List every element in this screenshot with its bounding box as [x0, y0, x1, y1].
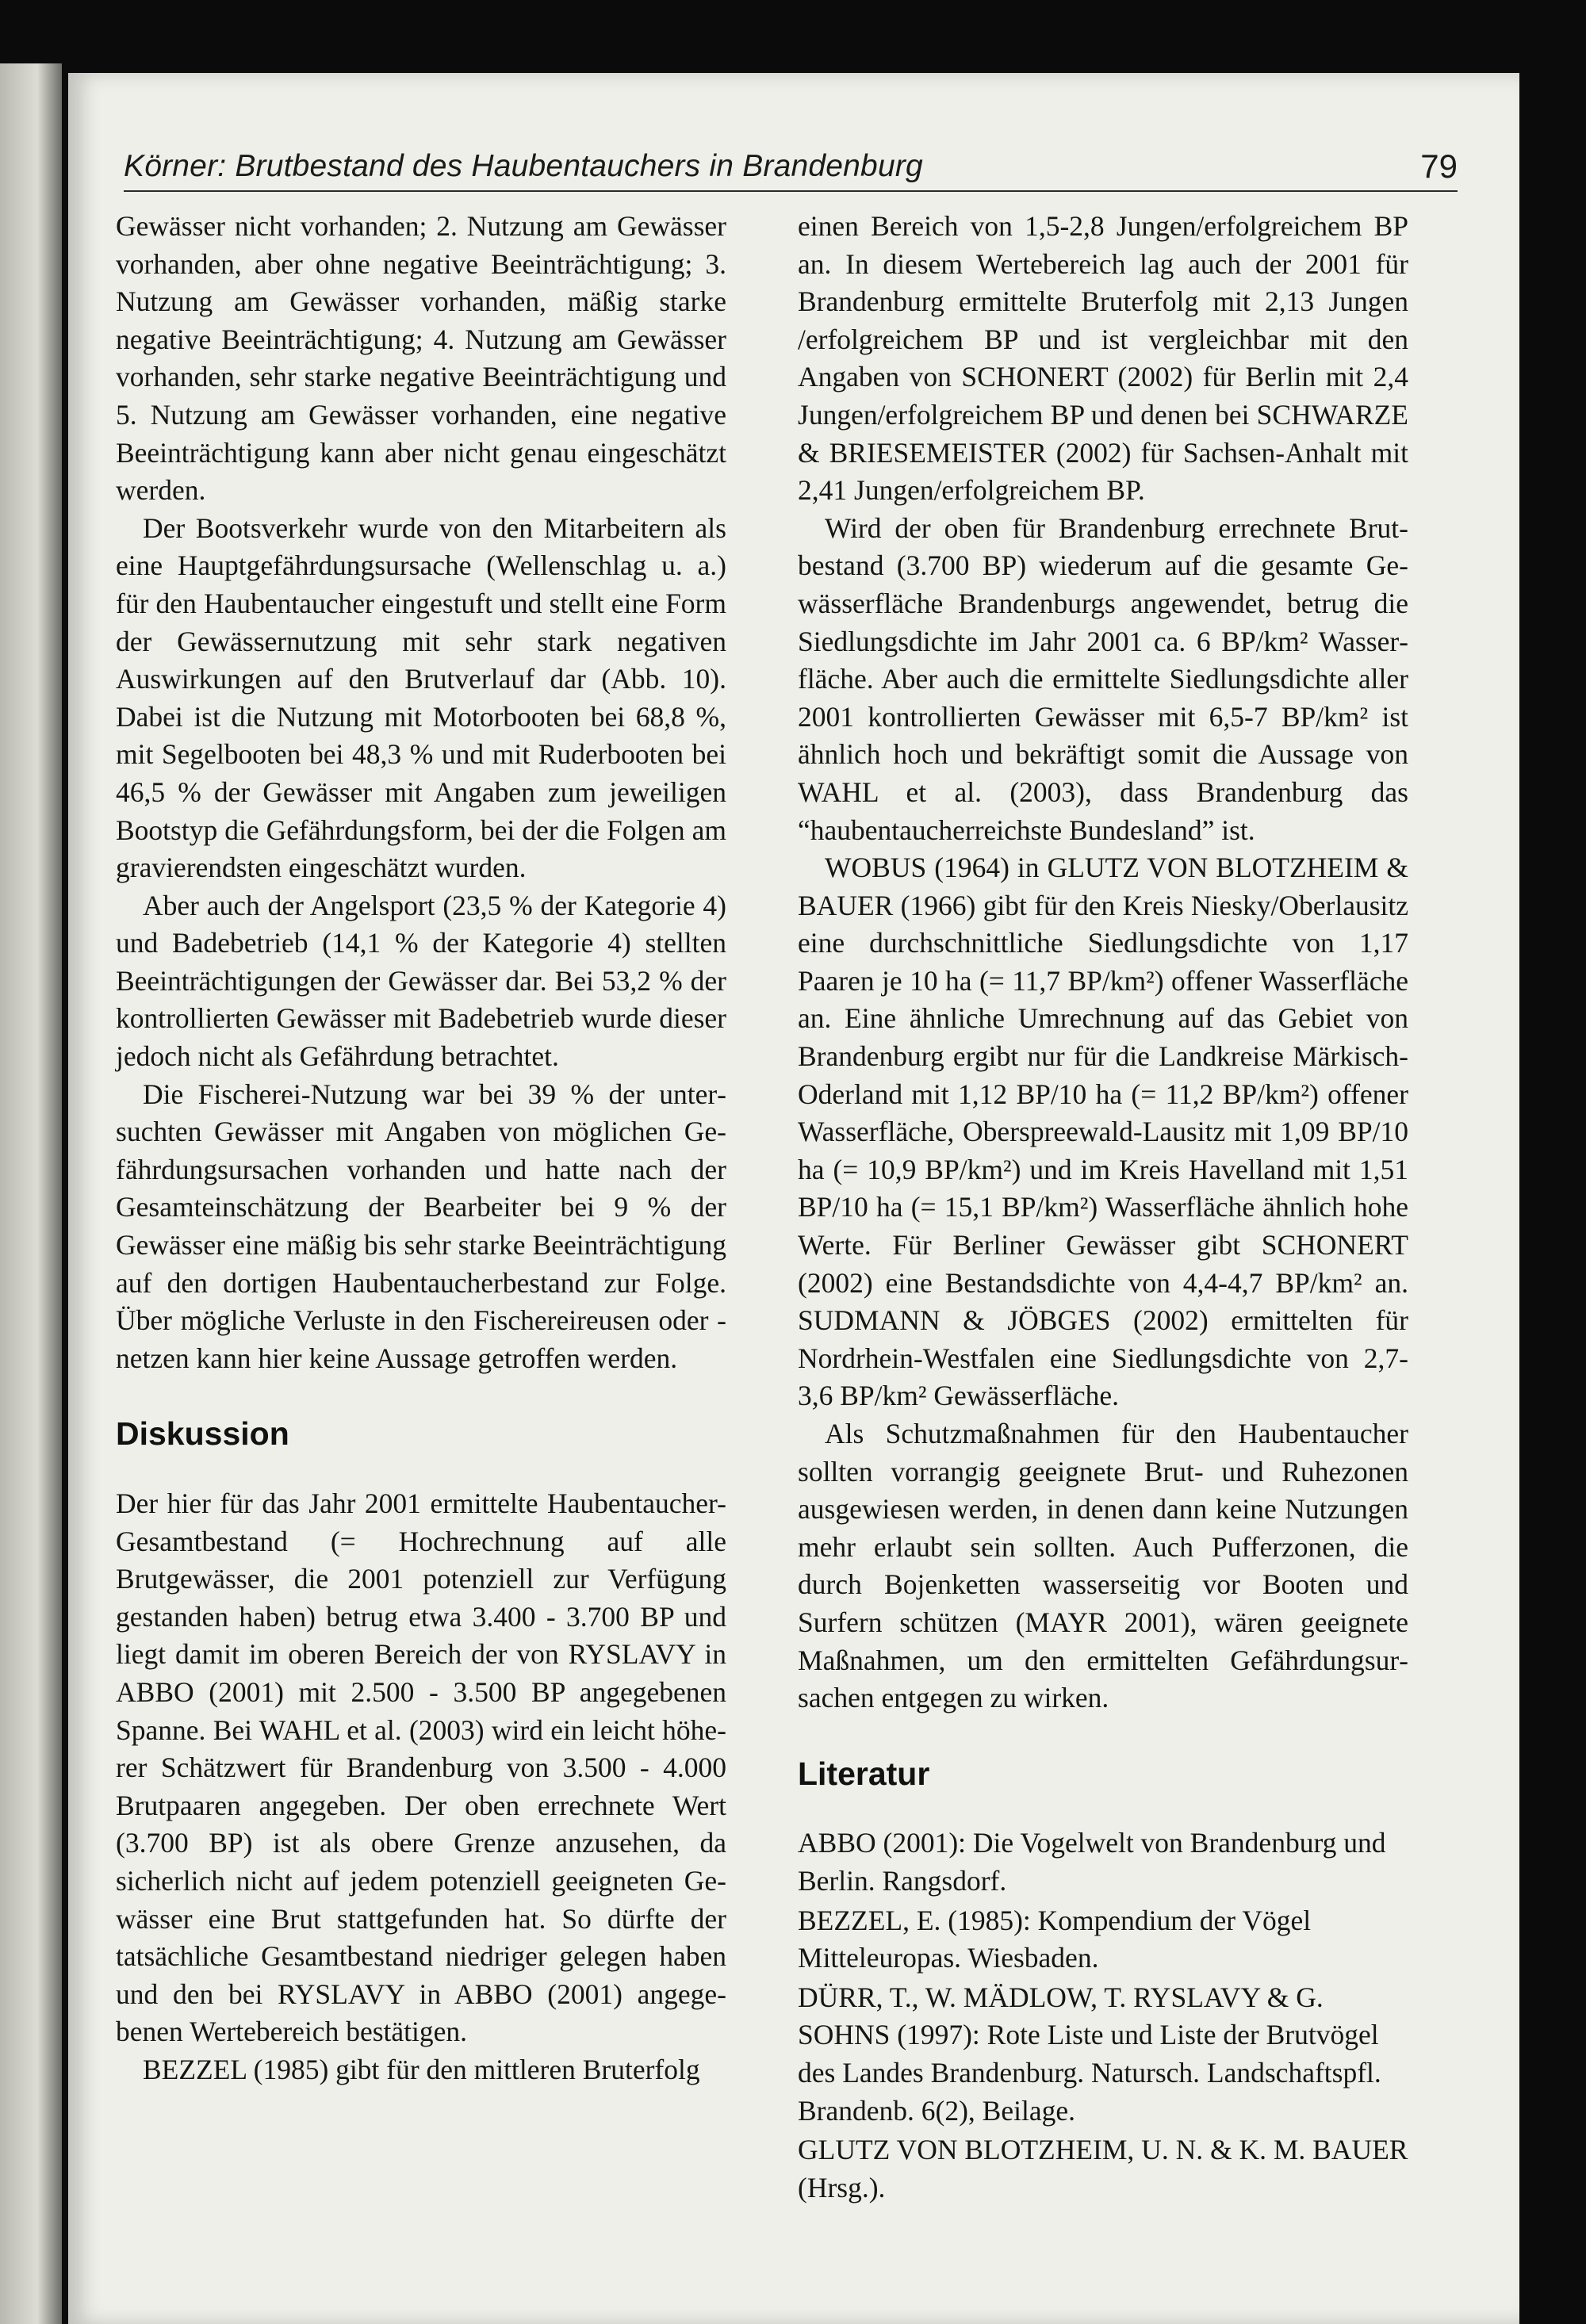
paragraph: Aber auch der Angelsport (23,5 % der Kategorie 4) und Badebetrieb (14,1 % der Kategorie 4) stellten Beeinträchtigungen der Gewässer dar. Bei 53,2 % der kontrollierten Gewässer mit Badebetrieb wurde dieser jedoch nicht als Gefährdung betrachtet.: [116, 889, 726, 1073]
paragraph: Der hier für das Jahr 2001 ermittelte Haubentaucher-Gesamtbestand (= Hochrechnung auf alle Brutgewässer, die 2001 potenziell zur Verfügung gestanden haben) betrug etwa 3.400 - 3.700 BP und liegt damit im oberen Bereich der von RYSLAVY in ABBO (2001) mit 2.500 - 3.500 BP angegebenen Spanne. Bei WAHL et al. (2003) wird ein leicht höherer Schätzwert für Brandenburg von 3.500 - 4.000 Brutpaaren angegeben. Der oben errechnete Wert (3.700 BP) ist als obere Grenze anzusehen, da sicherlich nicht auf jedem potenziell geeigneten Gewässer eine Brut stattgefunden hat. So dürfte der tatsächliche Gesamtbestand niedriger gelegen haben und den bei RYSLAVY in ABBO (2001) angegebenen Wertebereich bestätigen.: [116, 1487, 726, 2048]
running-title: Körner: Brutbestand des Haubentauchers in Brandenburg: [124, 149, 923, 183]
reference-entry: GLUTZ VON BLOTZHEIM, U. N. & K. M. BAUER (Hrsg.).: [798, 2134, 1408, 2203]
paragraph: Gewässer nicht vorhanden; 2. Nutzung am Gewässer vorhanden, aber ohne negative Beeinträchtigung; 3. Nutzung am Gewässer vorhanden, mäßig starke negative Beeinträchtigung; 4. Nutzung am Gewässer vorhanden, sehr starke negative Beeinträchtigung und 5. Nutzung am Gewässer vorhanden, eine negative Beeinträchtigung kann aber nicht genau eingeschätzt werden.: [116, 210, 726, 507]
running-header: [124, 135, 1458, 192]
paragraph: BEZZEL (1985) gibt für den mittleren Bruterfolg: [143, 2053, 700, 2085]
reference-entry: DÜRR, T., W. MÄDLOW, T. RYSLAVY & G. SOHNS (1997): Rote Liste und Liste der Brutvögel des Landes Brandenburg. Natursch. Landschaftspfl. Brandenb. 6(2), Beilage.: [798, 1981, 1381, 2127]
paragraph: WOBUS (1964) in GLUTZ VON BLOTZHEIM & BAUER (1966) gibt für den Kreis Niesky/Oberlausitz eine durchschnittliche Siedlungsdichte von 1,17 Paaren je 10 ha (= 11,7 BP/km²) offener Wasserfläche an. Eine ähnliche Umrechnung auf das Gebiet von Brandenburg ergibt nur für die Landkreise Märkisch-Oderland mit 1,12 BP/10 ha (= 11,2 BP/km²) offener Wasserfläche, Oberspreewald-Lausitz mit 1,09 BP/10 ha (= 10,9 BP/km²) und im Kreis Havelland mit 1,51 BP/10 ha (= 15,1 BP/km²) Wasserfläche ähnlich hohe Werte. Für Berliner Gewässer gibt SCHONERT (2002) eine Bestandsdichte von 4,4-4,7 BP/km² an. SUDMANN & JÖBGES (2002) ermittelten für Nordrhein-Westfalen eine Siedlungsdichte von 2,7-3,6 BP/km² Gewässerfläche.: [798, 852, 1408, 1412]
paragraph: einen Bereich von 1,5-2,8 Jungen/erfolgreichem BP an. In diesem Wertebereich lag auch der 2001 für Brandenburg ermittelte Bruterfolg mit 2,13 Jungen /erfolgreichem BP und ist vergleichbar mit den Angaben von SCHONERT (2002) für Berlin mit 2,4 Jungen/erfolgreichem BP und denen bei SCHWARZE & BRIESEMEISTER (2002) für Sachsen-Anhalt mit 2,41 Jungen/erfolgreichem BP.: [798, 210, 1408, 507]
reference-entry: ABBO (2001): Die Vogelwelt von Brandenburg und Berlin. Rangsdorf.: [798, 1827, 1386, 1897]
paragraph: Als Schutzmaßnahmen für den Haubentaucher sollten vorrangig geeignete Brut- und Ruhezonen ausgewiesen werden, in denen dann keine Nutzungen mehr erlaubt sein sollten. Auch Pufferzonen, die durch Bojenketten wasserseitig vor Booten und Surfern schützen (MAYR 2001), wären geeignete Maßnahmen, um den ermittelten Gefährdungsursachen entgegen zu wirken.: [798, 1418, 1408, 1714]
right-column: [798, 208, 1408, 2208]
left-column: [116, 208, 726, 2089]
section-heading-literatur: Literatur: [798, 1755, 930, 1792]
page-number: 79: [1420, 147, 1458, 185]
journal-page: [68, 73, 1519, 2324]
adjacent-page-edge: [0, 63, 62, 2324]
reference-entry: BEZZEL, E. (1985): Kompendium der Vögel Mitteleuropas. Wiesbaden.: [798, 1904, 1312, 1974]
reference-list: [798, 1824, 1408, 2207]
paragraph: Wird der oben für Brandenburg errechnete Brutbestand (3.700 BP) wiederum auf die gesamte Gewässerfläche Brandenburgs angewendet, betrug die Siedlungsdichte im Jahr 2001 ca. 6 BP/km² Wasserfläche. Aber auch die ermittelte Siedlungsdichte aller 2001 kontrollierten Gewässer mit 6,5-7 BP/km² ist ähnlich hoch und bekräftigt somit die Aussage von WAHL et al. (2003), dass Brandenburg das “haubentaucherreichste Bundesland” ist.: [798, 511, 1408, 846]
section-heading-diskussion: Diskussion: [116, 1415, 289, 1453]
paragraph: Die Fischerei-Nutzung war bei 39 % der untersuchten Gewässer mit Angaben von möglichen Gefährdungsursachen vorhanden und hatte nach der Gesamteinschätzung der Bearbeiter bei 9 % der Gewässer eine mäßig bis sehr starke Beeinträchtigung auf den dortigen Haubentaucherbestand zur Folge. Über mögliche Verluste in den Fischereireusen oder -netzen kann hier keine Aussage getroffen werden.: [116, 1078, 726, 1374]
paragraph: Der Bootsverkehr wurde von den Mitarbeitern als eine Hauptgefährdungsursache (Wellenschlag u. a.) für den Haubentaucher eingestuft und stellt eine Form der Gewässernutzung mit sehr stark negativen Auswirkungen auf den Brutverlauf dar (Abb. 10). Dabei ist die Nutzung mit Motorbooten bei 68,8 %, mit Segelbooten bei 48,3 % und mit Ruderbooten bei 46,5 % der Gewässer mit Angaben zum jeweiligen Bootstyp die Gefährdungsform, bei der die Folgen am gravierendsten eingeschätzt wurden.: [116, 511, 726, 884]
